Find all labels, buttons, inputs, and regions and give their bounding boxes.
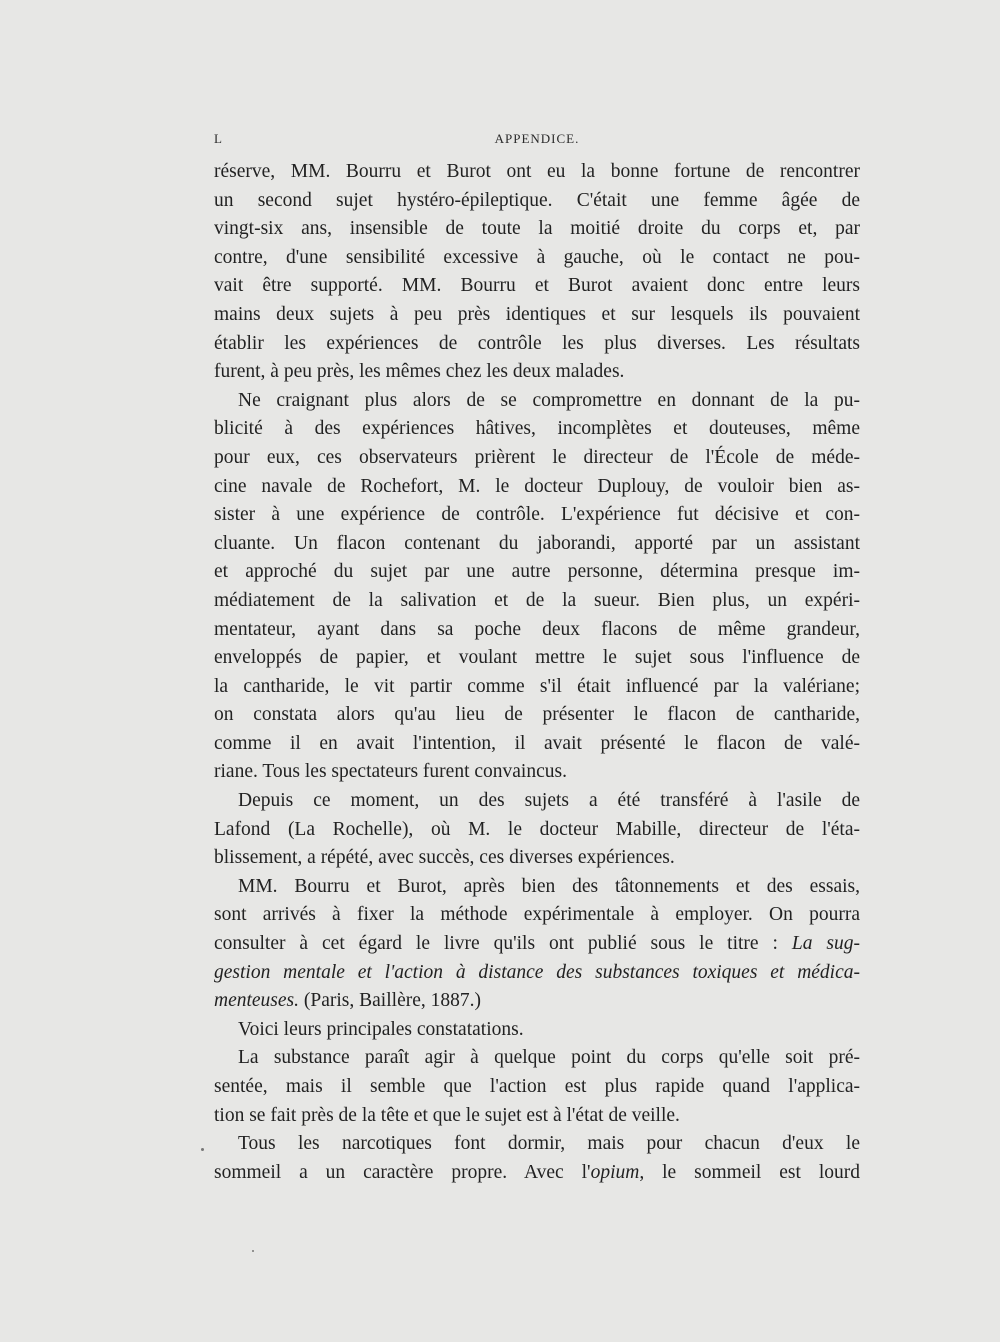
text-line: mains deux sujets à peu près identiques et sur lesquels ils pouvaient	[214, 303, 860, 325]
text-line: pour eux, ces observateurs prièrent le directeur de l'École de méde-	[214, 446, 860, 468]
text-line: Tous les narcotiques font dormir, mais pour chacun d'eux le	[238, 1133, 860, 1155]
running-head	[214, 131, 860, 149]
text-line: réserve, MM. Bourru et Burot ont eu la bonne fortune de rencontrer	[214, 161, 860, 182]
text-line: Voici leurs principales constatations.	[238, 1018, 524, 1040]
text-line: vait être supporté. MM. Bourru et Burot avaient donc entre leurs	[214, 275, 860, 297]
text-line: un second sujet hystéro-épileptique. C'était une femme âgée de	[214, 189, 860, 211]
ink-speck	[201, 1148, 204, 1151]
text-line: sommeil a un caractère propre. Avec l'opium, le sommeil est lourd	[214, 1161, 860, 1183]
text-line: cluante. Un flacon contenant du jaborandi, apporté par un assistant	[214, 532, 860, 554]
text-line: on constata alors qu'au lieu de présenter le flacon de cantharide,	[214, 704, 860, 726]
text-line: Ne craignant plus alors de se compromettre en donnant de la pu-	[238, 389, 860, 411]
text-line: enveloppés de papier, et voulant mettre le sujet sous l'influence de	[214, 647, 860, 669]
text-line: blissement, a répété, avec succès, ces diverses expériences.	[214, 847, 675, 869]
text-line: la cantharide, le vit partir comme s'il était influencé par la valériane;	[214, 675, 860, 697]
text-line: vingt-six ans, insensible de toute la moitié droite du corps et, par	[214, 218, 860, 240]
text-line: comme il en avait l'intention, il avait présenté le flacon de valé-	[214, 732, 860, 754]
text-line: médiatement de la salivation et de la sueur. Bien plus, un expéri-	[214, 589, 860, 611]
text-line: cine navale de Rochefort, M. le docteur Duplouy, de vouloir bien as-	[214, 475, 860, 497]
text-line: sister à une expérience de contrôle. L'expérience fut décisive et con-	[214, 504, 860, 526]
text-line: mentateur, ayant dans sa poche deux flacons de même grandeur,	[214, 618, 860, 640]
section-title: APPENDICE.	[494, 131, 580, 146]
text-line: furent, à peu près, les mêmes chez les deux malades.	[214, 361, 625, 383]
text-line: sont arrivés à fixer la méthode expérimentale à employer. On pourra	[214, 904, 860, 926]
text-line: Depuis ce moment, un des sujets a été transféré à l'asile de	[238, 790, 860, 812]
text-line: consulter à cet égard le livre qu'ils ont publié sous le titre : La sug-	[214, 933, 860, 955]
text-line: tion se fait près de la tête et que le sujet est à l'état de veille.	[214, 1104, 680, 1126]
ink-speck	[252, 1250, 254, 1252]
text-line: contre, d'une sensibilité excessive à gauche, où le contact ne pou-	[214, 246, 860, 268]
page-number: L	[214, 131, 223, 146]
text-line: et approché du sujet par une autre personne, détermina presque im-	[214, 561, 860, 583]
text-line: établir les expériences de contrôle les plus diverses. Les résultats	[214, 332, 860, 354]
text-line: Lafond (La Rochelle), où M. le docteur Mabille, directeur de l'éta-	[214, 818, 860, 840]
text-line: gestion mentale et l'action à distance des substances toxiques et médica-	[214, 961, 860, 983]
text-line: sentée, mais il semble que l'action est plus rapide quand l'applica-	[214, 1076, 860, 1097]
text-line: blicité à des expériences hâtives, incomplètes et douteuses, même	[214, 418, 860, 440]
text-line: MM. Bourru et Burot, après bien des tâtonnements et des essais,	[238, 875, 860, 897]
body-text	[214, 158, 860, 1187]
text-line: La substance paraît agir à quelque point du corps qu'elle soit pré-	[238, 1047, 860, 1069]
text-line: riane. Tous les spectateurs furent convaincus.	[214, 761, 567, 783]
text-line: menteuses. (Paris, Baillère, 1887.)	[214, 990, 481, 1012]
